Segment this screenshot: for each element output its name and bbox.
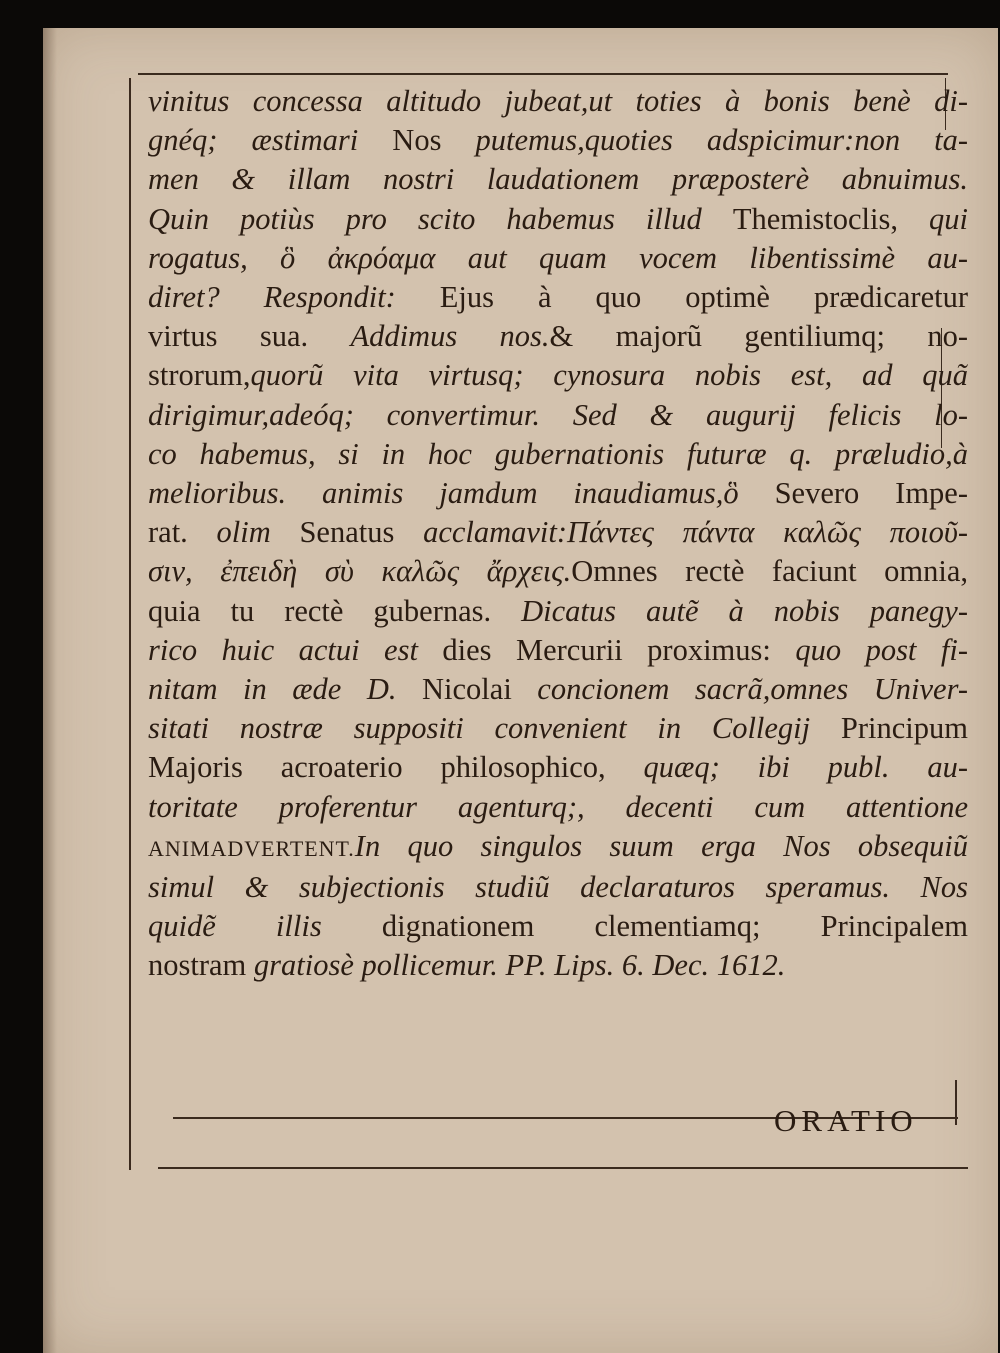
- page-edge-shadow: [43, 28, 57, 1353]
- text-line: [148, 160, 968, 199]
- text-line: [148, 788, 968, 827]
- italic-text: diret? Respondit:: [148, 280, 440, 315]
- text-line: [148, 200, 968, 239]
- italic-text: co habemus, si in hoc gubernationis futuræ q. præludio,à: [148, 436, 968, 471]
- italic-text: simul & subjectionis studiũ declaraturos speramus. Nos: [148, 870, 968, 905]
- roman-text: & majorũ gentiliumq; no-: [549, 319, 968, 354]
- roman-text: ANIMADVERTENT.: [148, 835, 355, 861]
- italic-text: rico huic actui est: [148, 632, 443, 667]
- text-line: [148, 121, 968, 160]
- roman-text: Severo Impe-: [774, 476, 968, 511]
- text-line: [148, 82, 968, 121]
- text-line: [148, 396, 968, 435]
- roman-text: strorum,: [148, 358, 251, 393]
- roman-text: rat.: [148, 515, 217, 550]
- roman-text: Majoris acroaterio philosophico,: [148, 750, 644, 785]
- roman-text: Principum: [840, 711, 968, 746]
- italic-text: nitam in æde D.: [148, 672, 423, 707]
- text-line: [148, 907, 968, 946]
- italic-text: gnéq; æstimari: [148, 123, 393, 158]
- text-line: [148, 278, 968, 317]
- text-line: [148, 868, 968, 907]
- italic-text: toritate proferentur agenturq;, decenti cum attentione: [148, 789, 968, 824]
- roman-text: nostram: [148, 948, 254, 983]
- italic-text: concionem sacrã,omnes Univer-: [537, 672, 968, 707]
- text-line: [148, 827, 968, 868]
- italic-text: vinitus concessa altitudo jubeat,ut toties à bonis benè di-: [148, 84, 968, 118]
- italic-text: melioribus. animis jamdum inaudiamus,ὃ: [148, 476, 775, 511]
- text-line: [148, 670, 968, 709]
- roman-text: dies Mercurii proximus:: [442, 632, 796, 667]
- roman-text: Ejus à quo optimè prædicaretur: [439, 280, 968, 315]
- catchword: ORATIO: [774, 1103, 918, 1138]
- text-line: [148, 513, 968, 552]
- italic-text: olim: [216, 515, 300, 550]
- roman-text: dignationem clementiamq; Principalem: [381, 909, 968, 944]
- italic-text: quæq; ibi publ. au-: [643, 750, 968, 785]
- bottom-border-rule: [158, 1167, 968, 1169]
- roman-text: Themistoclis,: [732, 201, 930, 236]
- italic-text: qui: [929, 201, 968, 236]
- body-text: [148, 82, 968, 986]
- roman-text: quia tu rectè gubernas.: [148, 593, 522, 628]
- italic-text: σιν, ἐπειδὴ σὺ καλῶς ἄρχεις.: [148, 554, 572, 589]
- italic-text: quidẽ illis: [148, 909, 382, 944]
- italic-text: quo post fi-: [795, 632, 968, 667]
- italic-text: men & illam nostri laudationem præposterè abnuimus.: [148, 162, 968, 197]
- text-line: [148, 592, 968, 631]
- italic-text: putemus,quoties adspicimur:non ta-: [441, 123, 968, 158]
- book-page: [43, 28, 998, 1353]
- text-line: [148, 474, 968, 513]
- italic-text: Addimus nos.: [350, 319, 550, 354]
- text-line: [148, 356, 968, 395]
- text-line: [148, 709, 968, 748]
- text-line: [148, 239, 968, 278]
- italic-text: Πάντες πάντα καλῶς ποιοῦ-: [567, 515, 968, 550]
- top-border-rule: [138, 73, 948, 75]
- italic-text: dirigimur,adeóq; convertimur. Sed & augurij felicis lo-: [148, 397, 968, 432]
- roman-text: Senatus: [299, 515, 424, 550]
- italic-text: gratiosè pollicemur. PP. Lips. 6. Dec. 1612.: [253, 948, 786, 983]
- text-line: [148, 552, 968, 591]
- text-line: [148, 317, 968, 356]
- roman-text: Omnes rectè faciunt omnia,: [571, 554, 968, 589]
- italic-text: Dicatus autẽ à nobis panegy-: [521, 593, 968, 628]
- roman-text: Nos: [392, 123, 442, 158]
- italic-text: In quo singulos suum erga Nos obsequiũ: [354, 828, 968, 863]
- left-border-rule: [129, 78, 131, 1170]
- roman-text: Nicolai: [422, 672, 538, 707]
- italic-text: acclamavit:: [423, 515, 568, 550]
- text-line: [148, 631, 968, 670]
- italic-text: rogatus, ὃ ἀκρόαμα aut quam vocem libentissimè au-: [148, 240, 968, 275]
- roman-text: virtus sua.: [148, 319, 351, 354]
- text-line: [148, 946, 968, 985]
- text-line: [148, 435, 968, 474]
- italic-text: Quin potiùs pro scito habemus illud: [148, 201, 733, 236]
- italic-text: quorũ vita virtusq; cynosura nobis est, ad quã: [250, 358, 968, 393]
- italic-text: sitati nostræ suppositi convenient in Collegij: [148, 711, 841, 746]
- text-line: [148, 748, 968, 787]
